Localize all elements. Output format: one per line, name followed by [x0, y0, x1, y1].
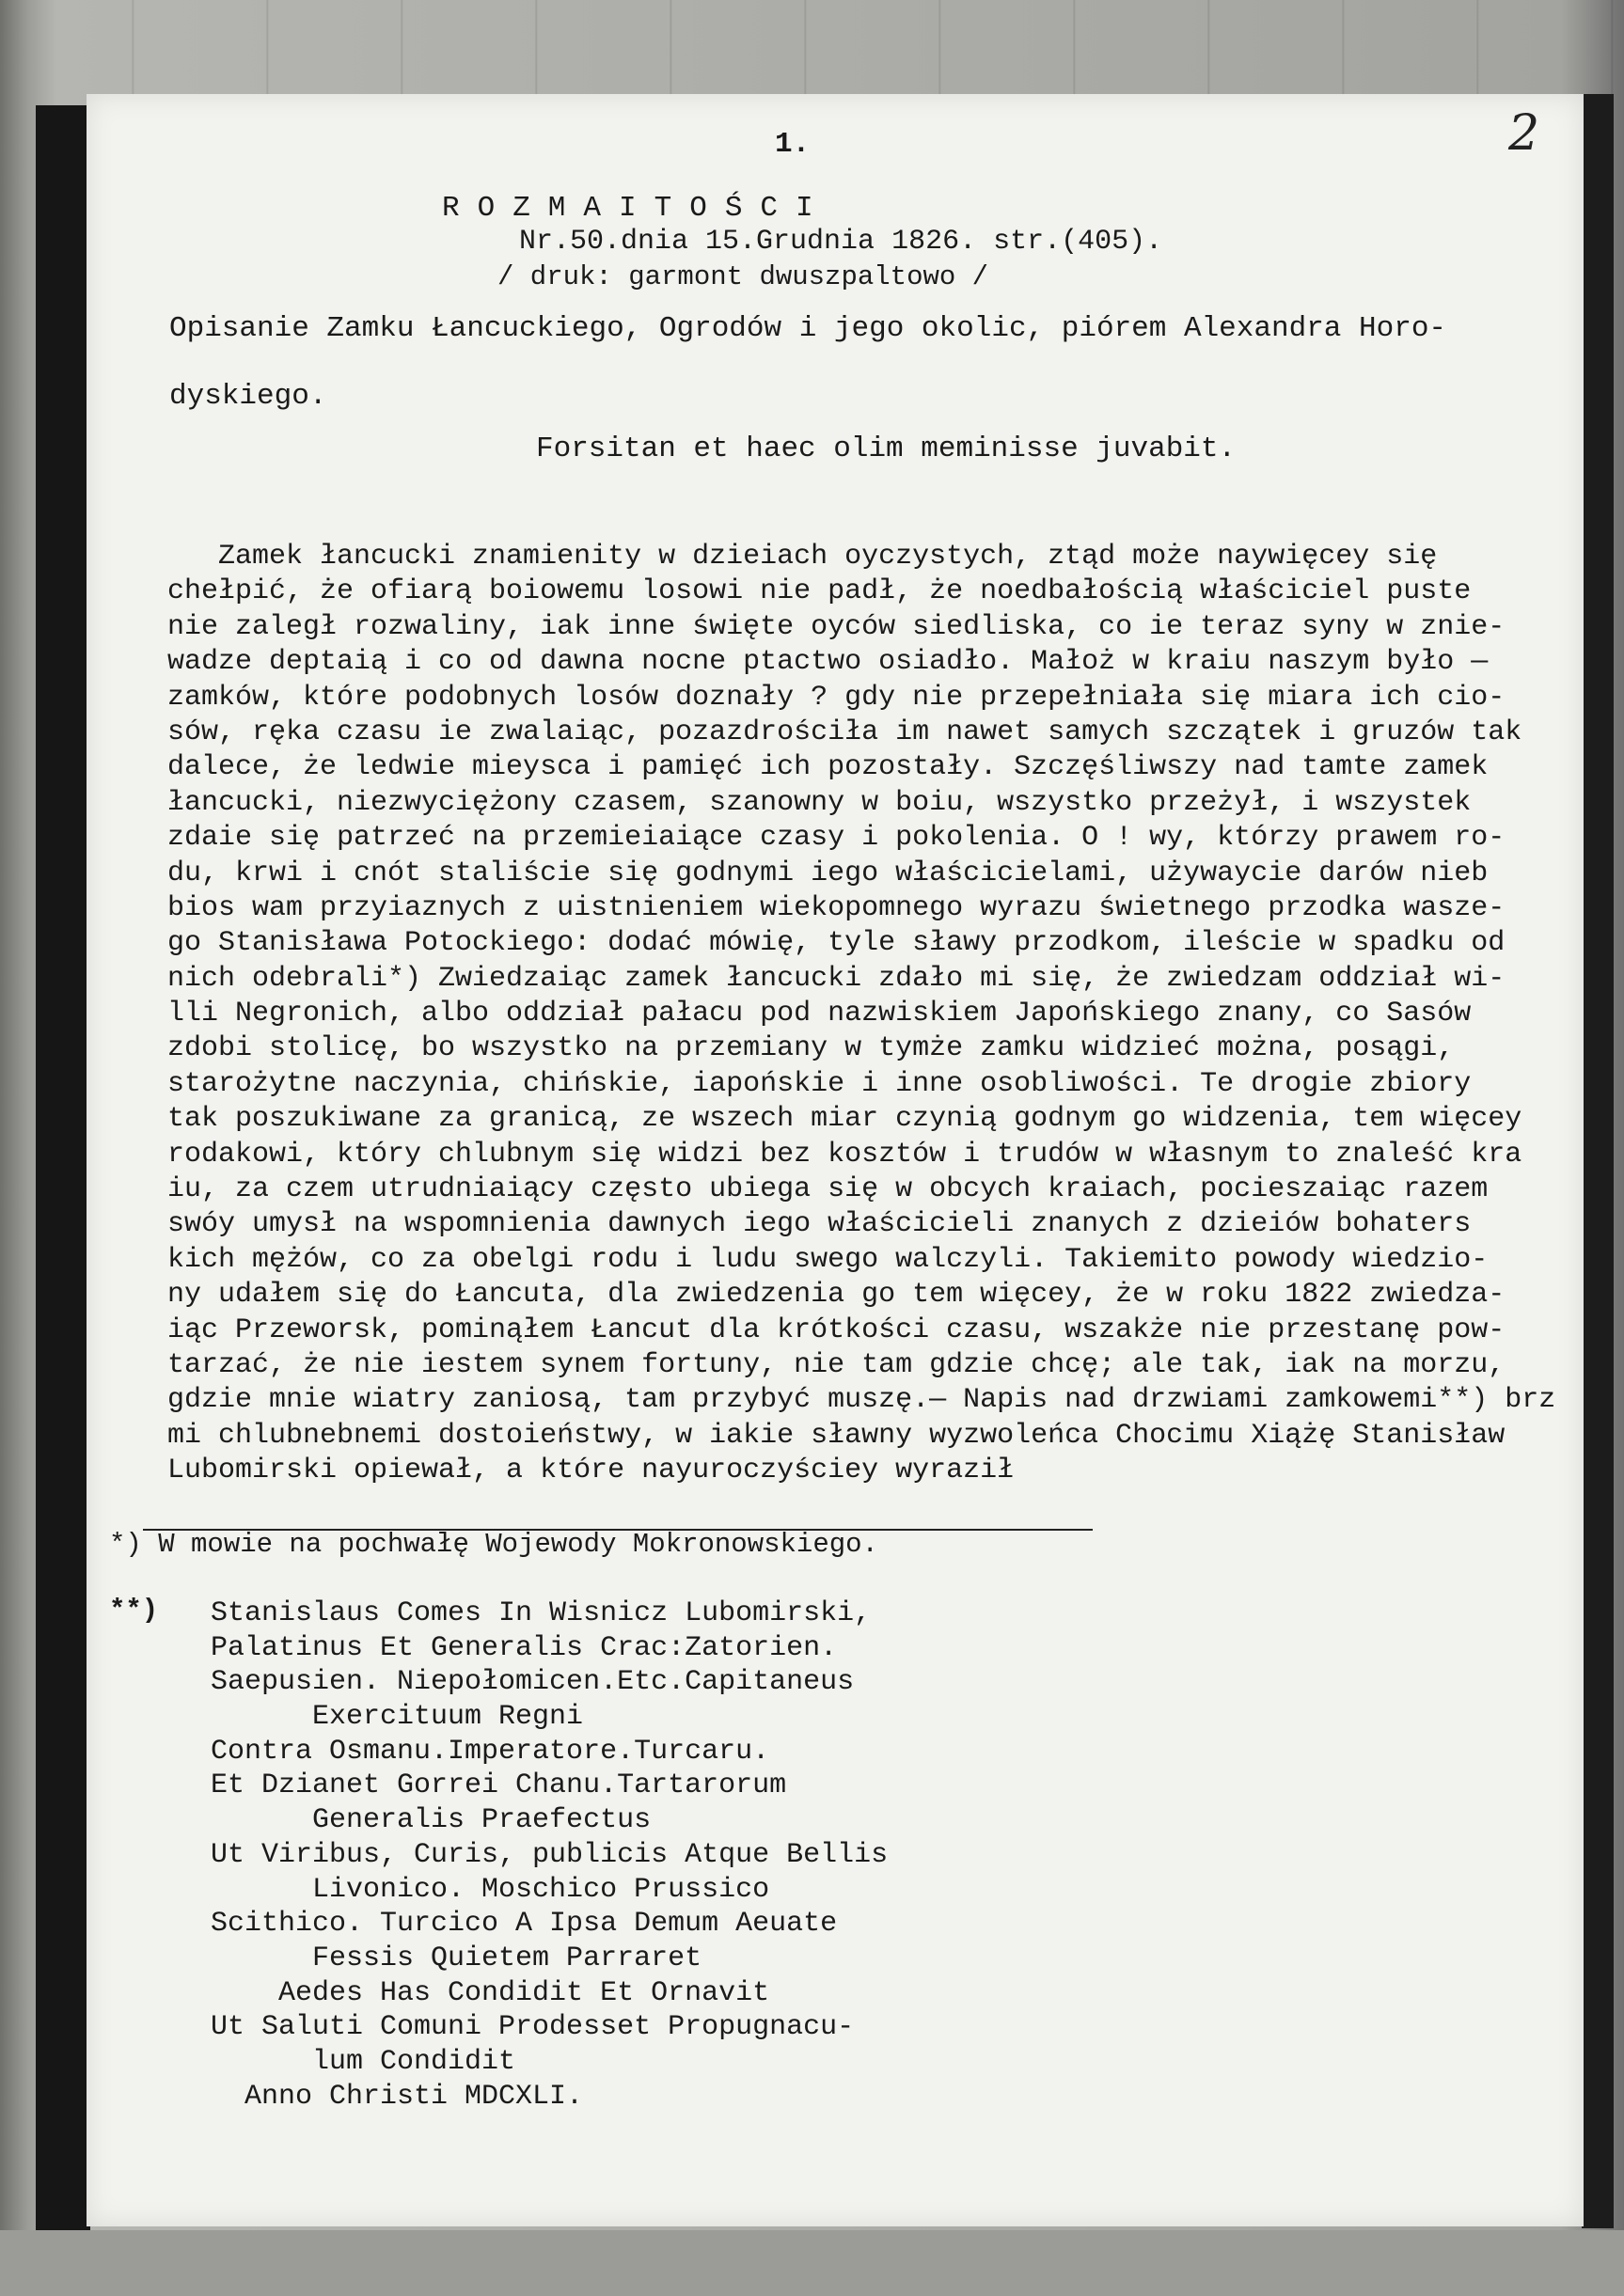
- body-line: tarzać, że nie iestem synem fortuny, nie tam gdzie chcę; ale tak, iak na morzu,: [167, 1348, 1506, 1381]
- body-line: dalece, że ledwie mieysca i pamięć ich pozostały. Szczęśliwszy nad tamte zamek: [167, 751, 1489, 784]
- body-line: nie zaległ rozwaliny, iak inne święte oyców siedliska, co ie teraz syny w znie-: [167, 610, 1506, 643]
- body-line: lli Negronich, albo oddział pałacu pod nazwiskiem Japońskiego znany, co Sasów: [167, 998, 1472, 1030]
- film-border-right: [1582, 94, 1614, 2228]
- body-line: kich mężów, co za obelgi rodu i ludu swego walczyli. Takiemito powody wiedzio-: [167, 1243, 1489, 1276]
- epigraph: Forsitan et haec olim meminisse juvabit.: [536, 432, 1237, 465]
- body-line: du, krwi i cnót staliście się godnymi iego właścicielami, używaycie darów nieb: [167, 857, 1489, 889]
- body-line: wadze deptaią i co od dawna nocne ptactwo osiadło. Małoż w kraiu naszym było —: [167, 646, 1489, 679]
- inscription-line: Et Dzianet Gorrei Chanu.Tartarorum: [211, 1769, 787, 1802]
- body-line: zdobi stolicę, bo wszystko na przemiany w tymże zamku widzieć można, posągi,: [167, 1032, 1455, 1065]
- inscription-line: Contra Osmanu.Imperatore.Turcaru.: [211, 1735, 770, 1768]
- body-line: Zamek łancucki znamienity w dzieiach oyczystych, ztąd może naywięcey się: [167, 541, 1438, 573]
- body-line: iąc Przeworsk, pominąłem Łancut dla krótkości czasu, wszakże nie przestanę pow-: [167, 1313, 1506, 1346]
- latin-inscription: [211, 1596, 888, 2114]
- article-title-line-1: Opisanie Zamku Łancuckiego, Ogrodów i jego okolic, piórem Alexandra Horo-: [169, 312, 1447, 345]
- inscription-line: Scithico. Turcico A Ipsa Demum Aeuate: [211, 1908, 838, 1941]
- body-line: łancucki, niezwyciężony czasem, szanowny w boiu, wszystko przeżył, i wszystek: [167, 786, 1472, 819]
- inscription-line: Fessis Quietem Parraret: [211, 1942, 702, 1974]
- body-line: mi chlubnebnemi dostoieństwy, w iakie sławny wyzwoleńca Chocimu Xiążę Stanisław: [167, 1419, 1506, 1452]
- body-text: [167, 540, 1578, 1489]
- body-line: go Stanisława Potockiego: dodać mówię, tyle sławy przodkom, ileście w spadku od: [167, 927, 1506, 960]
- body-line: swóy umysł na wspomnienia dawnych iego właścicieli znanych z dzieiów bohaters: [167, 1208, 1472, 1241]
- body-line: bios wam przyiaznych z uistnieniem wiekopomnego wyrazu świetnego przodka wasze-: [167, 891, 1506, 924]
- inscription-line: Saepusien. Niepołomicen.Etc.Capitaneus: [211, 1666, 855, 1699]
- body-line: chełpić, że ofiarą boiowemu losowi nie padł, że noedbałością właściciel puste: [167, 575, 1472, 608]
- body-line: Lubomirski opiewał, a które nayuroczyściey wyraził: [167, 1455, 1015, 1487]
- inscription-line: Stanislaus Comes In Wisnicz Lubomirski,: [211, 1597, 872, 1629]
- article-title-line-2: dyskiego.: [169, 380, 327, 413]
- typewritten-page: [87, 94, 1584, 2226]
- body-line: iu, za czem utrudniaiący często ubiega się w obcych kraiach, pocieszaiąc razem: [167, 1173, 1489, 1206]
- issue-line: Nr.50.dnia 15.Grudnia 1826. str.(405).: [519, 226, 1163, 258]
- footnote-1: *) W mowie na pochwałę Wojewody Mokronowskiego.: [109, 1529, 878, 1560]
- page-number: 1.: [775, 128, 811, 161]
- body-line: zamków, które podobnych losów doznały ? gdy nie przepełniała się miara ich cio-: [167, 681, 1506, 714]
- inscription-line: lum Condidit: [211, 2045, 516, 2078]
- body-line: ny udałem się do Łancuta, dla zwiedzenia go tem więcey, że w roku 1822 zwiedza-: [167, 1279, 1506, 1312]
- body-line: zdaie się patrzeć na przemieiaiące czasy i pokolenia. O ! wy, którzy prawem ro-: [167, 822, 1506, 855]
- inscription-line: Exercituum Regni: [211, 1701, 584, 1734]
- body-line: gdzie mnie wiatry zaniosą, tam przybyć muszę.— Napis nad drzwiami zamkowemi**) brz: [167, 1384, 1556, 1417]
- inscription-line: Livonico. Moschico Prussico: [211, 1873, 770, 1906]
- body-line: nich odebrali*) Zwiedzaiąc zamek łancucki zdało mi się, że zwiedzam oddział wi-: [167, 962, 1506, 995]
- film-border-bottom: [0, 2230, 1624, 2296]
- article-title: [169, 295, 1523, 431]
- film-edge-marks: [0, 0, 1624, 94]
- handwritten-folio-number: 2: [1508, 105, 1540, 162]
- inscription-line: Anno Christi MDCXLI.: [211, 2080, 584, 2113]
- inscription-line: Palatinus Et Generalis Crac:Zatorien.: [211, 1631, 838, 1664]
- inscription-line: Aedes Has Condidit Et Ornavit: [211, 1976, 770, 2009]
- section-heading: ROZMAITOŚCI: [442, 192, 831, 225]
- footnote-2-marker: **): [109, 1595, 159, 1626]
- body-line: tak poszukiwane za granicą, ze wszech miar czynią godnym go widzenia, tem więcey: [167, 1103, 1522, 1136]
- inscription-line: Generalis Praefectus: [211, 1804, 652, 1837]
- film-border-left: [36, 105, 90, 2230]
- body-line: starożytne naczynia, chińskie, iapońskie i inne osobliwości. Te drogie zbiory: [167, 1067, 1472, 1100]
- body-line: rodakowi, który chlubnym się widzi bez kosztów i trudów w własnym to znaleść kra: [167, 1138, 1522, 1171]
- inscription-line: Ut Viribus, Curis, publicis Atque Bellis: [211, 1838, 889, 1871]
- body-line: sów, ręka czasu ie zwalaiąc, pozazdrościła im nawet samych szczątek i gruzów tak: [167, 716, 1522, 748]
- print-note: / druk: garmont dwuszpaltowo /: [497, 261, 989, 292]
- inscription-line: Ut Saluti Comuni Prodesset Propugnacu-: [211, 2011, 855, 2044]
